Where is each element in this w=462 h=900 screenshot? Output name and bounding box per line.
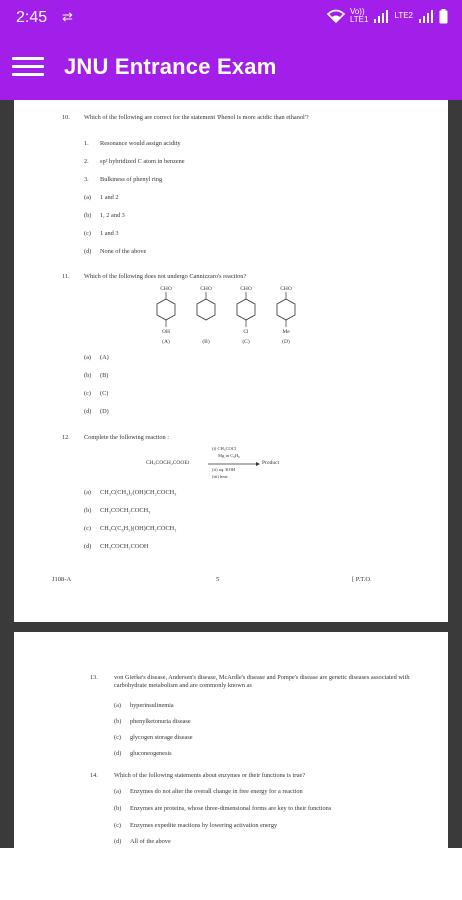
structure-top-label: CHO xyxy=(160,286,172,292)
q10-option-text: 1, 2 and 3 xyxy=(100,212,125,219)
q11-option-label: (d) xyxy=(84,408,92,415)
q13-option-label: (a) xyxy=(114,702,121,709)
structure-bottom-label: Me xyxy=(282,329,290,335)
q13-option-label: (c) xyxy=(114,734,121,741)
usb-icon: ⇄ xyxy=(62,9,73,24)
q10-option-text: None of the above xyxy=(100,248,147,255)
volte-badge: Vo)) LTE1 xyxy=(349,7,369,24)
reagent-step-3: (iii) heat xyxy=(212,474,228,479)
pdf-viewer[interactable] xyxy=(0,100,462,848)
q10-option-text: 1 and 2 xyxy=(100,194,119,201)
pdf-page-2 xyxy=(14,632,448,848)
q12-reaction xyxy=(146,446,346,480)
q13-option-text: glycogen storage disease xyxy=(130,734,193,741)
q14-option-text: Enzymes expedite reactions by lowering activation energy xyxy=(130,822,278,829)
structure-label: (A) xyxy=(162,339,170,345)
q11-option-text: (B) xyxy=(100,372,109,379)
q11-option-label: (c) xyxy=(84,390,91,397)
q12-option-text: CH₃C(C₆H₅)(OH)CH₂COCH₃ xyxy=(100,525,177,532)
page-code: J108-A xyxy=(52,576,72,583)
q10-option-label: (a) xyxy=(84,194,91,201)
reagent-condition: Mg in C₆H₆ xyxy=(218,453,240,458)
structure-label: (B) xyxy=(202,339,210,345)
app-title: JNU Entrance Exam xyxy=(64,54,277,79)
structure-b xyxy=(197,286,215,345)
q13-option-label: (d) xyxy=(114,750,122,757)
structure-label: (D) xyxy=(282,339,290,345)
reagent-step-2: (ii) aq. KOH xyxy=(212,467,236,472)
q10-item-text: Bulkiness of phenyl ring xyxy=(100,176,163,183)
page-number: 5 xyxy=(216,576,220,583)
wifi-icon xyxy=(327,9,345,23)
q12-option-label: (b) xyxy=(84,507,92,514)
q12-option-label: (a) xyxy=(84,489,91,496)
q10-option-text: 1 and 3 xyxy=(100,230,119,237)
structure-c xyxy=(237,286,255,345)
structure-a xyxy=(157,286,175,345)
q14-option-text: Enzymes are proteins, whose three-dimensional forms are key to their functions xyxy=(130,805,332,812)
q12-option-text: CH₃C(CH₃)₂(OH)CH₂COCH₃ xyxy=(100,489,177,496)
q12-option-text: CH₃COCH₂COOH xyxy=(100,543,149,550)
q10-text: Which of the following are correct for the statement 'Phenol is more acidic than ethanol'? xyxy=(84,114,309,121)
q10-item-text: sp² hybridized C atom in benzene xyxy=(100,158,185,165)
structure-d xyxy=(277,286,295,345)
q14-text: Which of the following statements about enzymes or their functions is true? xyxy=(114,772,306,779)
q12-option-text: CH₃COCH₂COCH₃ xyxy=(100,507,151,514)
battery-icon xyxy=(439,9,448,24)
signal-icon-2 xyxy=(418,9,434,23)
q11-number: 11. xyxy=(62,273,70,280)
app-bar xyxy=(0,36,462,100)
q14-option-text: All of the above xyxy=(130,838,171,845)
q11-text: Which of the following does not undergo Cannizzaro's reaction? xyxy=(84,273,247,280)
q11-option-label: (a) xyxy=(84,354,91,361)
structure-bottom-label: OH xyxy=(162,329,170,335)
product-label: Product xyxy=(262,460,280,466)
q10-option-label: (c) xyxy=(84,230,91,237)
hamburger-icon xyxy=(12,57,44,76)
pdf-page-1 xyxy=(14,100,448,622)
structure-bottom-label: Cl xyxy=(243,329,249,335)
q14-option-label: (b) xyxy=(114,805,122,812)
q12-option-label: (d) xyxy=(84,543,92,550)
status-time: 2:45 xyxy=(16,9,48,26)
q11-option-label: (b) xyxy=(84,372,92,379)
reagent-step-1: (i) CH₃COCl xyxy=(212,446,237,451)
q14-number: 14. xyxy=(90,772,98,779)
q11-option-text: (D) xyxy=(100,408,109,415)
status-icons xyxy=(327,8,448,24)
signal-icon xyxy=(373,9,389,23)
bottom-area xyxy=(0,848,462,900)
structure-top-label: CHO xyxy=(280,286,292,292)
q12-text: Complete the following reaction : xyxy=(84,434,169,441)
q14-option-label: (d) xyxy=(114,838,122,845)
structure-top-label: CHO xyxy=(240,286,252,292)
q10-number: 10. xyxy=(62,114,70,121)
reactant-formula: CH₃COCH₂COOEt xyxy=(146,460,190,466)
q10-item-label: 3. xyxy=(84,176,89,183)
q10-item-label: 1. xyxy=(84,140,89,147)
structure-label: (C) xyxy=(242,339,250,345)
q14-option-text: Enzymes do not alter the overall change in free energy for a reaction xyxy=(130,788,303,795)
q11-option-text: (A) xyxy=(100,354,109,361)
q11-option-text: (C) xyxy=(100,390,109,397)
q13-option-text: phenylketonuria disease xyxy=(130,718,191,725)
menu-button[interactable] xyxy=(12,54,44,82)
pto-label: [ P.T.O. xyxy=(352,576,372,583)
q12-option-label: (c) xyxy=(84,525,91,532)
structure-top-label: CHO xyxy=(200,286,212,292)
q13-option-label: (b) xyxy=(114,718,122,725)
q10-item-label: 2. xyxy=(84,158,89,165)
lte2-label: LTE2 xyxy=(394,11,413,20)
q10-option-label: (d) xyxy=(84,248,92,255)
q12-number: 12. xyxy=(62,434,70,441)
q13-text: von Gierke's disease, Andersen's disease, McArdle's disease and Pompe's disease are genetic diseases associated with carbohydrate metabolism and are commonly known as xyxy=(114,674,410,689)
q14-option-label: (a) xyxy=(114,788,121,795)
q10-item-text: Resonance would assign acidity xyxy=(100,140,181,147)
q13-option-text: hyperinsulinemia xyxy=(130,702,174,709)
q13-option-text: gluconeogenesis xyxy=(130,750,172,757)
q14-option-label: (c) xyxy=(114,822,121,829)
status-bar xyxy=(0,0,462,36)
q13-number: 13. xyxy=(90,674,98,681)
q10-option-label: (b) xyxy=(84,212,92,219)
q11-structures xyxy=(146,282,306,346)
